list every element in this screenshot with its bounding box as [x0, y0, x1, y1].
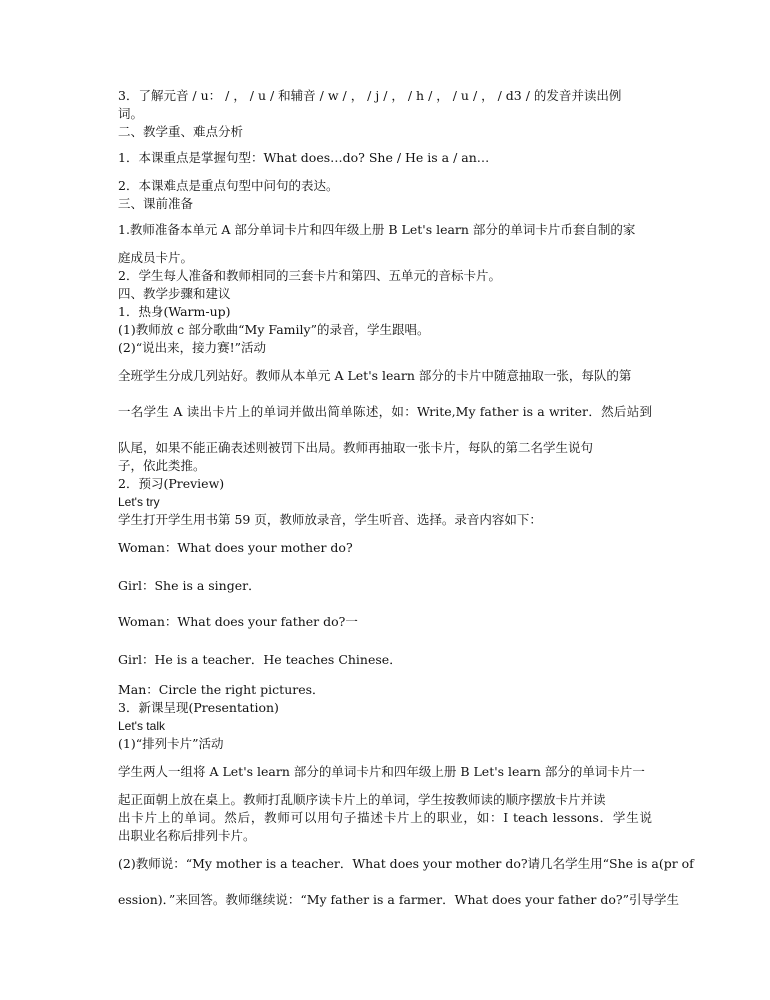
text-line: 词。 — [118, 106, 144, 121]
text-line: Let's try — [118, 495, 160, 509]
text-line: 1.教师准备本单元 A 部分单词卡片和四年级上册 B Let's learn 部分的单词卡片币套自制的家 — [118, 222, 636, 237]
dialogue-line: Girl：She is a singer． — [118, 578, 261, 593]
text-line: (1)“排列卡片”活动 — [118, 736, 224, 751]
dialogue-line: Woman：What does your mother do? — [118, 540, 353, 555]
section-heading: 三、课前准备 — [118, 196, 194, 211]
text-line: (2)“说出来，接力赛!”活动 — [118, 340, 267, 355]
text-line: 2．预习(Preview) — [118, 476, 225, 491]
section-heading: 二、教学重、难点分析 — [118, 124, 244, 139]
text-line: 起正面朝上放在桌上。教师打乱顺序读卡片上的单词，学生按教师读的顺序摆放卡片并读 — [118, 792, 606, 807]
text-line: 队尾，如果不能正确表述则被罚下出局。教师再抽取一张卡片，每队的第二名学生说句 — [118, 440, 594, 455]
dialogue-line: Girl：He is a teacher．He teaches Chinese． — [118, 652, 402, 667]
text-line: 学生打开学生用书第 59 页，教师放录音，学生听音、选择。录音内容如下： — [118, 512, 542, 527]
text-line: 庭成员卡片。 — [118, 250, 194, 265]
text-line: (1)教师放 c 部分歌曲“My Family”的录音，学生跟唱。 — [118, 322, 430, 337]
text-line: (2)教师说：“My mother is a teacher．What does your mother do?请几名学生用“She is a(pr of — [118, 856, 694, 871]
text-line: 子，依此类推。 — [118, 458, 206, 473]
section-heading: 四、教学步骤和建议 — [118, 286, 231, 301]
text-line: 1．本课重点是掌握句型：What does…do? She / He is a / an… — [118, 150, 490, 165]
dialogue-line: Woman：What does your father do?一 — [118, 614, 358, 629]
text-line: 学生两人一组将 A Let's learn 部分的单词卡片和四年级上册 B Let's learn 部分的单词卡片一 — [118, 764, 645, 779]
text-line: Let's talk — [118, 719, 165, 733]
text-line: 2．本课难点是重点句型中问句的表达。 — [118, 178, 339, 193]
text-line: 3．新课呈现(Presentation) — [118, 700, 279, 715]
text-line: 出卡片上的单词。然后，教师可以用句子描述卡片上的职业，如：I teach lessons．学生说 — [118, 810, 652, 825]
dialogue-line: Man：Circle the right pictures． — [118, 682, 325, 697]
text-line: ession)．”来回答。教师继续说：“My father is a farmer．What does your father do?”引导学生 — [118, 892, 679, 907]
text-line: 出职业名称后排列卡片。 — [118, 828, 256, 843]
text-line: 2．学生每人准备和教师相同的三套卡片和第四、五单元的音标卡片。 — [118, 268, 501, 283]
text-line: 全班学生分成几列站好。教师从本单元 A Let's learn 部分的卡片中随意抽取一张，每队的第 — [118, 368, 632, 383]
text-line: 一名学生 A 读出卡片上的单词并做出简单陈述，如：Write,My father is a writer．然后站到 — [118, 404, 652, 419]
text-line: 3．了解元音 / u： / ， / u / 和辅音 / w / ， / j / ， / h / ， / u / ， / d3 / 的发音并读出例 — [118, 88, 622, 103]
text-line: 1．热身(Warm-up) — [118, 304, 231, 319]
